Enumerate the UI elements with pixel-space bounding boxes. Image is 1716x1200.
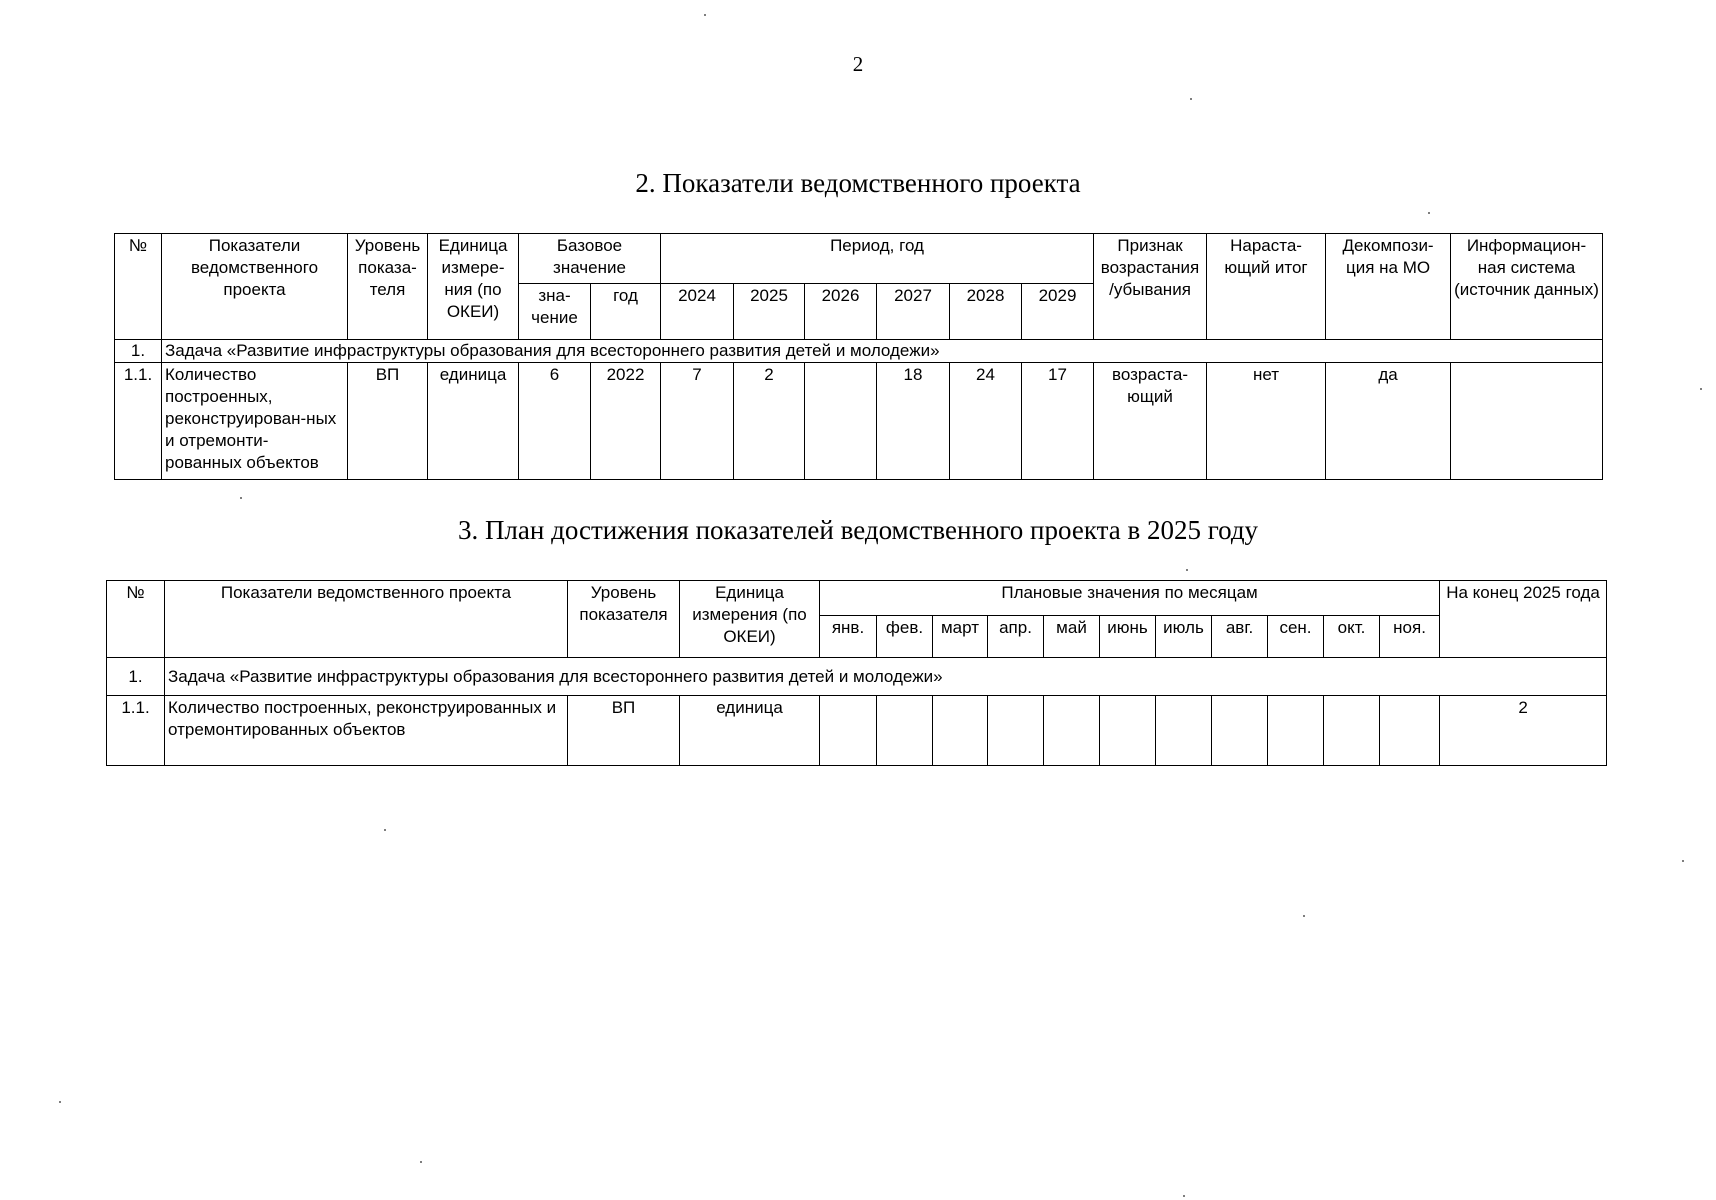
row-month-value xyxy=(933,696,988,766)
row-month-value xyxy=(1100,696,1156,766)
task-text: Задача «Развитие инфраструктуры образования для всестороннего развития детей и молодежи» xyxy=(162,340,1603,363)
task-row xyxy=(107,658,1607,696)
row-unit: единица xyxy=(428,363,519,480)
scan-speck xyxy=(1303,915,1305,917)
row-year-value: 2 xyxy=(734,363,805,480)
col-header-year-end: На конец 2025 года xyxy=(1440,581,1607,658)
col-header-month: ноя. xyxy=(1380,616,1440,658)
task-num: 1. xyxy=(107,658,165,696)
col-header-year: 2028 xyxy=(950,284,1022,340)
row-month-value xyxy=(877,696,933,766)
col-header-year: 2029 xyxy=(1022,284,1094,340)
row-indicator: Количество построенных, реконструированных и отремонтированных объектов xyxy=(165,696,568,766)
scan-speck xyxy=(1700,388,1702,390)
col-header-period: Период, год xyxy=(661,234,1094,284)
col-header-num: № xyxy=(115,234,162,340)
section-3-title: 3. План достижения показателей ведомственного проекта в 2025 году xyxy=(457,515,1259,545)
col-header-month: авг. xyxy=(1212,616,1268,658)
section-2-title: 2. Показатели ведомственного проекта xyxy=(635,168,1081,198)
table-row xyxy=(115,363,1603,480)
row-month-value xyxy=(1044,696,1100,766)
scan-speck xyxy=(240,497,242,499)
scan-speck xyxy=(1682,860,1684,862)
col-header-month: сен. xyxy=(1268,616,1324,658)
table-row xyxy=(107,696,1607,766)
col-header-unit: Единица измере-ния (по ОКЕИ) xyxy=(428,234,519,340)
col-header-unit: Единица измерения (по ОКЕИ) xyxy=(680,581,820,658)
plan-table xyxy=(106,580,1607,766)
scan-speck xyxy=(384,829,386,831)
task-num: 1. xyxy=(115,340,162,363)
col-header-decomposition: Декомпози-ция на МО xyxy=(1326,234,1451,340)
col-header-month: окт. xyxy=(1324,616,1380,658)
task-row xyxy=(115,340,1603,363)
col-header-month: апр. xyxy=(988,616,1044,658)
col-header-num: № xyxy=(107,581,165,658)
scan-speck xyxy=(1428,212,1430,214)
col-header-trend: Признак возрастания /убывания xyxy=(1094,234,1207,340)
row-month-value xyxy=(1156,696,1212,766)
row-base-year: 2022 xyxy=(591,363,661,480)
row-year-value: 18 xyxy=(877,363,950,480)
row-month-value xyxy=(1380,696,1440,766)
row-month-value xyxy=(1212,696,1268,766)
row-year-value: 17 xyxy=(1022,363,1094,480)
row-trend: возраста-ющий xyxy=(1094,363,1207,480)
col-header-base-year: год xyxy=(591,284,661,340)
scan-speck xyxy=(1186,569,1188,571)
row-level: ВП xyxy=(568,696,680,766)
scan-speck xyxy=(1190,98,1192,100)
col-header-info-system: Информацион-ная система (источник данных) xyxy=(1451,234,1603,340)
row-base-value: 6 xyxy=(519,363,591,480)
row-cumulative: нет xyxy=(1207,363,1326,480)
scan-speck xyxy=(59,1101,61,1103)
page-number: 2 xyxy=(852,52,864,76)
col-header-cumulative: Нараста-ющий итог xyxy=(1207,234,1326,340)
col-header-indicator: Показатели ведомственного проекта xyxy=(162,234,348,340)
col-header-year: 2024 xyxy=(661,284,734,340)
scan-speck xyxy=(704,14,706,16)
col-header-month: март xyxy=(933,616,988,658)
row-year-value xyxy=(805,363,877,480)
row-month-value xyxy=(1268,696,1324,766)
col-header-monthly: Плановые значения по месяцам xyxy=(820,581,1440,616)
col-header-month: янв. xyxy=(820,616,877,658)
row-info-system xyxy=(1451,363,1603,480)
col-header-year: 2025 xyxy=(734,284,805,340)
row-num: 1.1. xyxy=(115,363,162,480)
col-header-month: май xyxy=(1044,616,1100,658)
indicators-table xyxy=(114,233,1603,480)
scan-speck xyxy=(420,1161,422,1163)
col-header-base-value: зна-чение xyxy=(519,284,591,340)
col-header-level: Уровень показа-теля xyxy=(348,234,428,340)
row-year-value: 7 xyxy=(661,363,734,480)
row-year-value: 24 xyxy=(950,363,1022,480)
col-header-base: Базовое значение xyxy=(519,234,661,284)
row-num: 1.1. xyxy=(107,696,165,766)
row-year-end: 2 xyxy=(1440,696,1607,766)
row-month-value xyxy=(820,696,877,766)
row-month-value xyxy=(988,696,1044,766)
col-header-month: июль xyxy=(1156,616,1212,658)
col-header-year: 2027 xyxy=(877,284,950,340)
row-level: ВП xyxy=(348,363,428,480)
task-text: Задача «Развитие инфраструктуры образования для всестороннего развития детей и молодежи» xyxy=(165,658,1607,696)
row-indicator: Количество построенных, реконструирован-ных и отремонти-рованных объектов xyxy=(162,363,348,480)
col-header-year: 2026 xyxy=(805,284,877,340)
col-header-level: Уровень показателя xyxy=(568,581,680,658)
col-header-indicator: Показатели ведомственного проекта xyxy=(165,581,568,658)
row-month-value xyxy=(1324,696,1380,766)
row-unit: единица xyxy=(680,696,820,766)
col-header-month: июнь xyxy=(1100,616,1156,658)
scan-speck xyxy=(1183,1195,1185,1197)
col-header-month: фев. xyxy=(877,616,933,658)
row-decomposition: да xyxy=(1326,363,1451,480)
